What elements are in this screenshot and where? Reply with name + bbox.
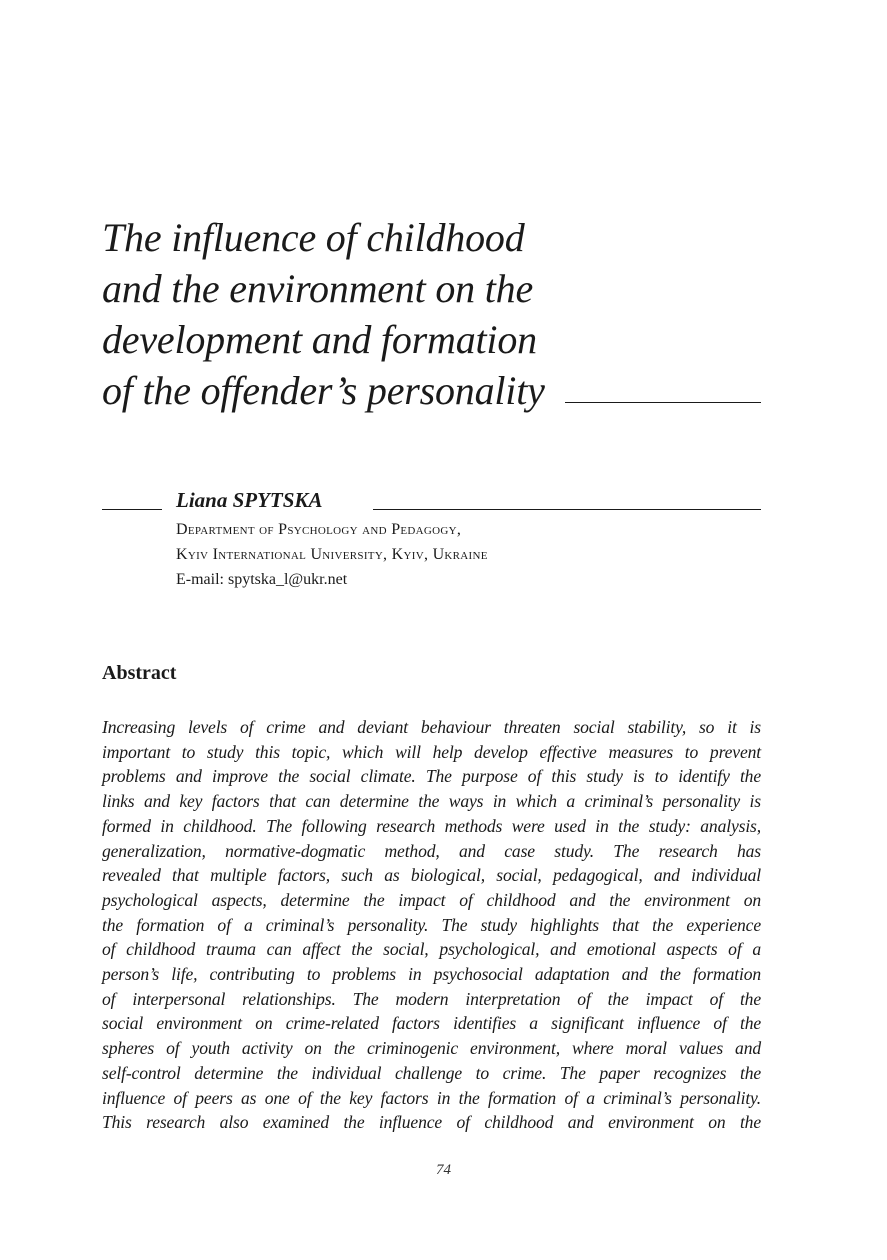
abstract-body — [102, 715, 761, 1135]
abstract-line: the formation of a criminal’s personality. The study highlights that the experience — [102, 914, 761, 935]
abstract-line: generalization, normative-dogmatic method, and case study. The research has — [102, 840, 761, 861]
abstract-line: formed in childhood. The following research methods were used in the study: analysis, — [102, 815, 761, 836]
article-title — [102, 212, 782, 416]
abstract-line: self-control determine the individual challenge to crime. The paper recognizes the — [102, 1062, 761, 1083]
page-number: 74 — [436, 1162, 451, 1178]
author-divider-left — [102, 509, 162, 510]
abstract-line: important to study this topic, which will help develop effective measures to prevent — [102, 741, 761, 762]
abstract-line: psychological aspects, determine the impact of childhood and the environment on — [102, 889, 761, 910]
abstract-line: revealed that multiple factors, such as biological, social, pedagogical, and individual — [102, 865, 761, 886]
abstract-line: of interpersonal relationships. The modern interpretation of the impact of the — [102, 988, 761, 1009]
author-row — [102, 488, 761, 516]
title-line-4: of the offender’s personality — [102, 368, 545, 413]
author-affiliation — [176, 517, 488, 592]
abstract-line: links and key factors that can determine the ways in which a criminal’s personality is — [102, 791, 761, 812]
author-name: Liana SPYTSKA — [176, 488, 323, 512]
abstract-line: This research also examined the influence of childhood and environment on the — [102, 1112, 761, 1133]
title-divider — [565, 402, 761, 403]
abstract-line: influence of peers as one of the key factors in the formation of a criminal’s personality. — [102, 1087, 761, 1108]
abstract-line: person’s life, contributing to problems in psychosocial adaptation and the formation — [102, 964, 761, 985]
title-line-2: and the environment on the — [102, 266, 533, 311]
author-divider-right — [373, 509, 761, 510]
author-email: E-mail: spytska_l@ukr.net — [176, 571, 348, 588]
affiliation-department: Department of Psychology and Pedagogy, — [176, 521, 462, 538]
affiliation-university: Kyiv International University, Kyiv, Ukraine — [176, 546, 488, 563]
title-line-1: The influence of childhood — [102, 215, 525, 260]
abstract-line: Increasing levels of crime and deviant behaviour threaten social stability, so it is — [102, 717, 761, 737]
abstract-line: spheres of youth activity on the criminogenic environment, where moral values and — [102, 1038, 761, 1059]
abstract-line: social environment on crime-related factors identifies a significant influence of the — [102, 1013, 761, 1034]
abstract-heading: Abstract — [102, 662, 177, 684]
abstract-line: of childhood trauma can affect the social, psychological, and emotional aspects of a — [102, 939, 761, 960]
title-line-3: development and formation — [102, 317, 537, 362]
abstract-line: problems and improve the social climate. The purpose of this study is to identify the — [102, 766, 761, 787]
